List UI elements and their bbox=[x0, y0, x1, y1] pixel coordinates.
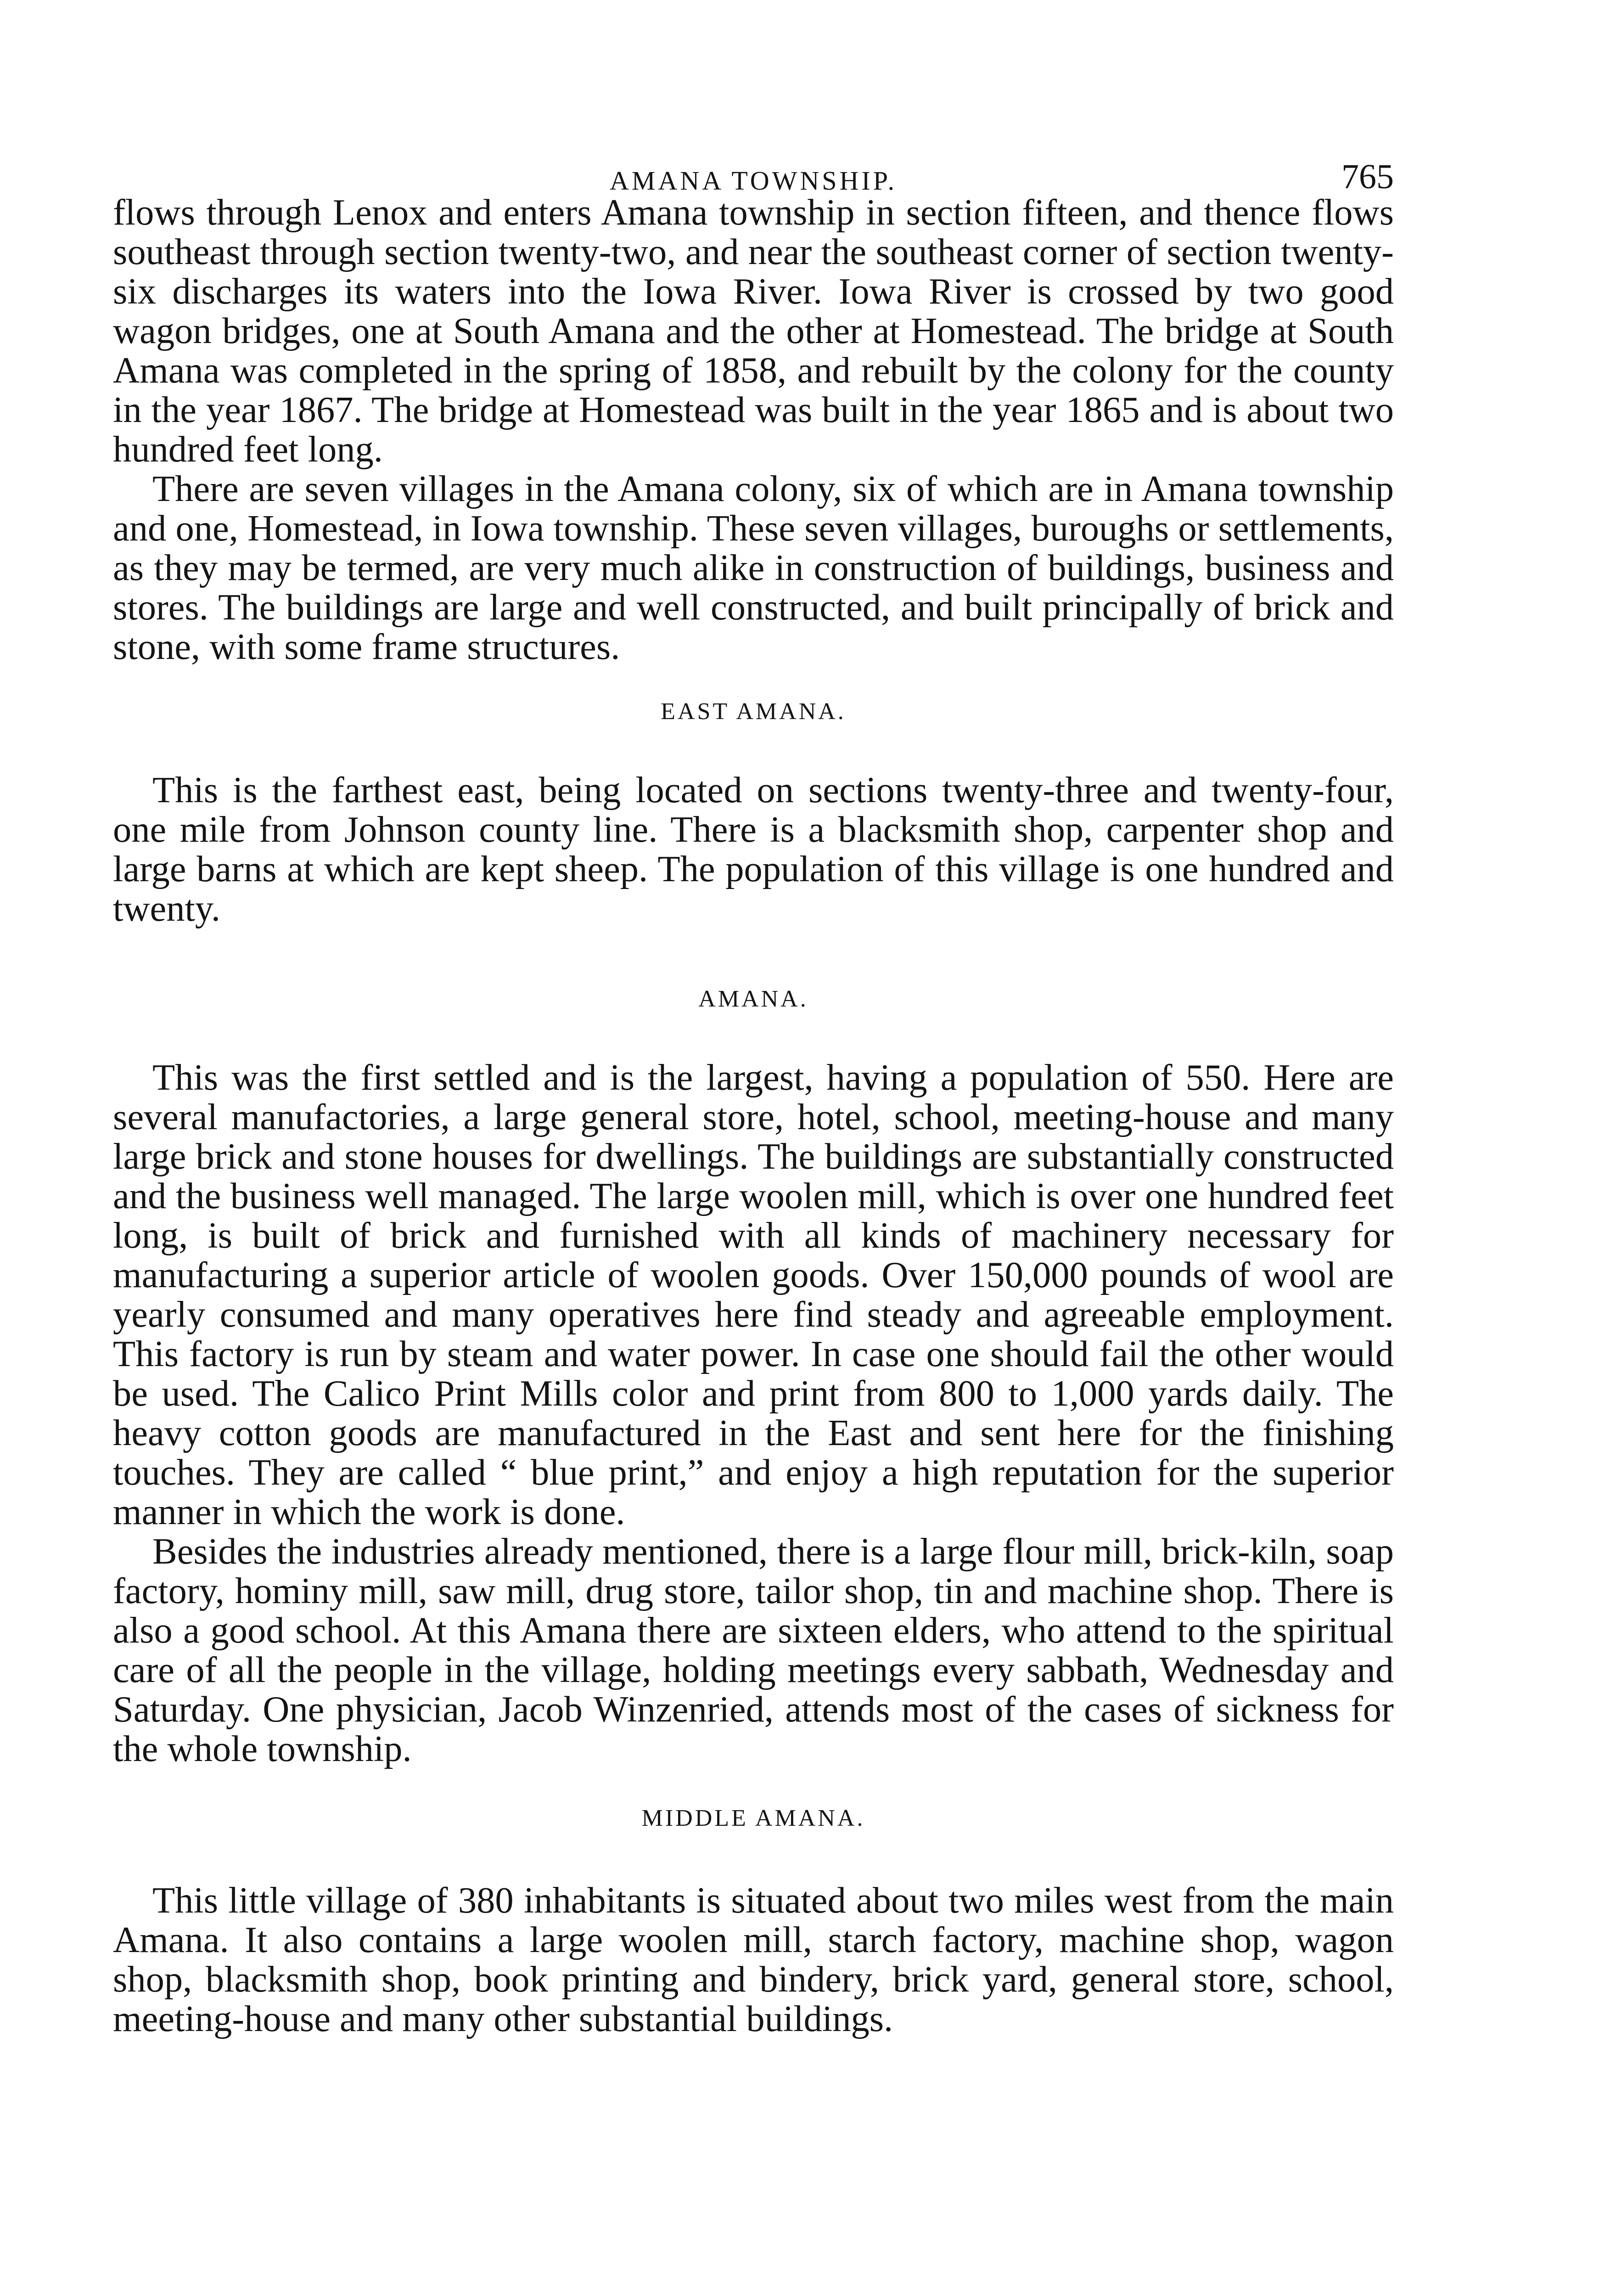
section-heading-east-amana: EAST AMANA. bbox=[661, 698, 846, 725]
running-head bbox=[113, 138, 1394, 196]
book-page bbox=[113, 138, 1394, 2039]
intro-paragraph-2: There are seven villages in the Amana colony, six of which are in Amana township and one, Homestead, in Iowa township. These seven villages, buroughs or settlements, as they may be termed, are very much alike in construction of buildings, business and stores. The buildings are large and well constructed, and built principally of brick and stone, with some frame structures. bbox=[113, 468, 1394, 667]
section-heading-amana: AMANA. bbox=[698, 986, 808, 1012]
intro-paragraph-1: flows through Lenox and enters Amana township in section fifteen, and thence flows southeast through section twenty-two, and near the southeast corner of section twenty-six discharges its waters into the Iowa River. Iowa River is crossed by two good wagon bridges, one at South Amana and the other at Homestead. The bridge at South Amana was completed in the spring of 1858, and rebuilt by the colony for the county in the year 1867. The bridge at Homestead was built in the year 1865 and is about two hundred feet long. bbox=[113, 192, 1394, 470]
section-heading-middle-amana: MIDDLE AMANA. bbox=[641, 1805, 865, 1831]
middle-amana-paragraph: This little village of 380 inhabitants is situated about two miles west from the main Amana. It also contains a large woolen mill, starch factory, machine shop, wagon shop, blacksmith shop, book printing and bindery, brick yard, general store, school, meeting-house and many other substantial buildings. bbox=[113, 1880, 1394, 2039]
page-number: 765 bbox=[1341, 158, 1394, 196]
running-title: AMANA TOWNSHIP. bbox=[609, 166, 898, 196]
amana-paragraph-1: This was the first settled and is the largest, having a population of 550. Here are several manufactories, a large general store, hotel, school, meeting-house and many large brick and stone houses for dwellings. The buildings are substantially constructed and the business well managed. The large woolen mill, which is over one hundred feet long, is built of brick and furnished with all kinds of machinery necessary for manufacturing a superior article of woolen goods. Over 150,000 pounds of wool are yearly consumed and many operatives here find steady and agreeable employment. This factory is run by steam and water power. In case one should fail the other would be used. The Calico Print Mills color and print from 800 to 1,000 yards daily. The heavy cotton goods are manufactured in the East and sent here for the finishing touches. They are called “ blue print,” and enjoy a high reputation for the superior manner in which the work is done. bbox=[113, 1057, 1394, 1532]
east-amana-paragraph: This is the farthest east, being located on sections twenty-three and twenty-four, one mile from Johnson county line. There is a blacksmith shop, carpenter shop and large barns at which are kept sheep. The population of this village is one hundred and twenty. bbox=[113, 770, 1394, 929]
amana-paragraph-2: Besides the industries already mentioned, there is a large flour mill, brick-kiln, soap factory, hominy mill, saw mill, drug store, tailor shop, tin and machine shop. There is also a good school. At this Amana there are sixteen elders, who attend to the spiritual care of all the people in the village, holding meetings every sabbath, Wednesday and Saturday. One physician, Jacob Winzenried, attends most of the cases of sickness for the whole township. bbox=[113, 1531, 1394, 1769]
